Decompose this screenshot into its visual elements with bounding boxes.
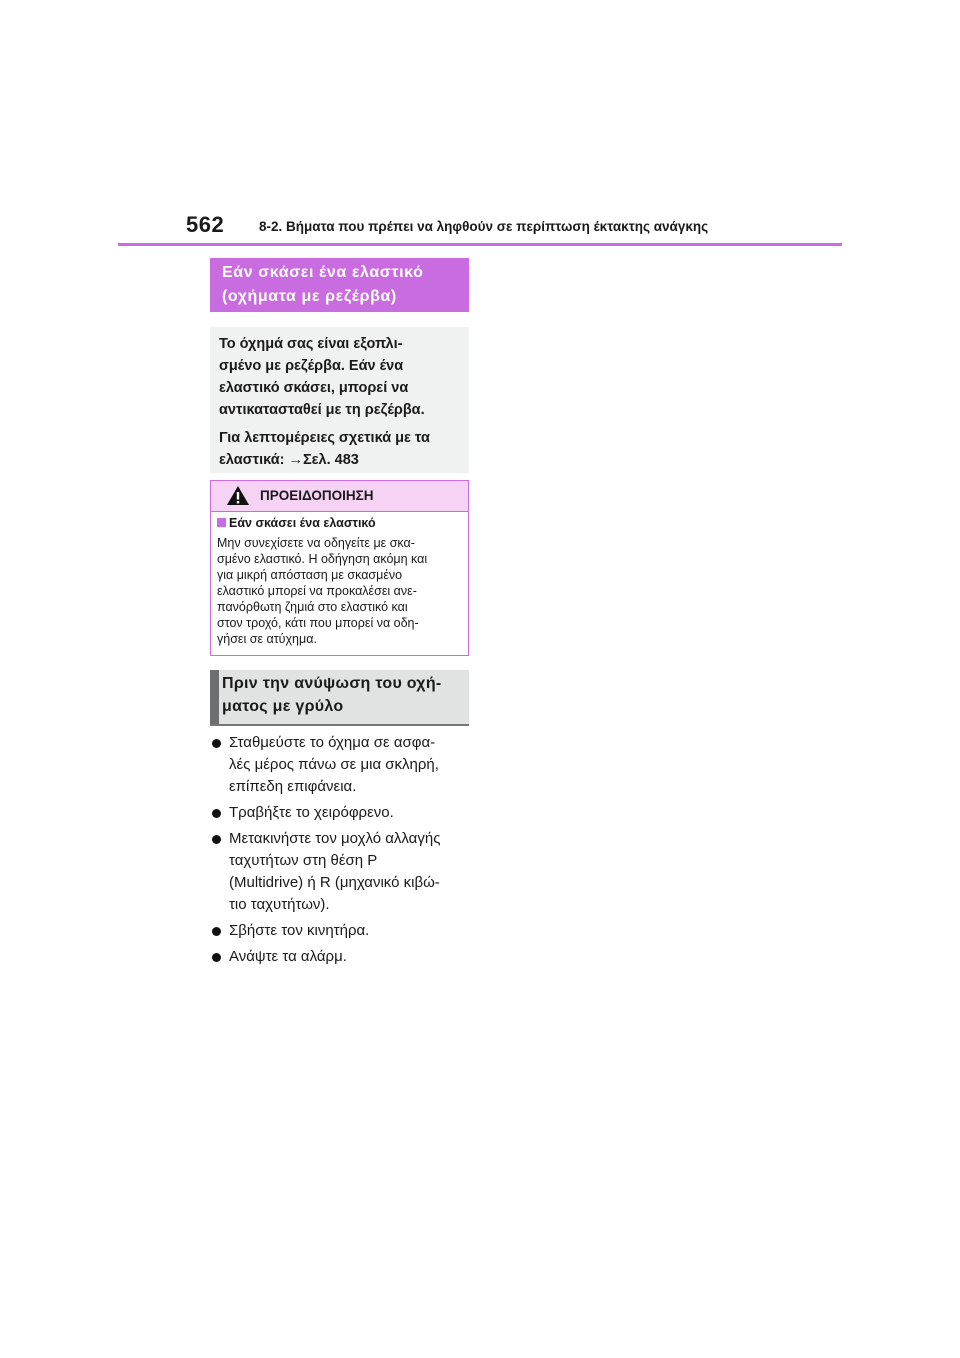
list-item [212,946,472,968]
warning-header [211,481,468,512]
step-line: επίπεδη επιφάνεια. [229,778,357,795]
square-bullet-icon [217,518,226,527]
section-heading-text [222,672,442,718]
warning-line: πανόρθωτη ζημιά στο ελαστικό και [217,600,408,614]
summary-line: ελαστικό σκάσει, μπορεί να [219,380,409,396]
summary-line: σμένο με ρεζέρβα. Εάν ένα [219,358,404,374]
section-heading-line-1: Πριν την ανύψωση του οχή- [222,675,442,692]
summary-line: Για λεπτομέρειες σχετικά με τα [219,430,430,446]
section-heading-line-1: Εάν σκάσει ένα ελαστικό [222,264,424,281]
step-line: ταχυτήτων στη θέση P [229,852,378,869]
bullet-dot-icon [212,835,221,844]
warning-box [210,480,469,656]
warning-line: για μικρή απόσταση με σκασμένο [217,568,403,582]
bullet-dot-icon [212,953,221,962]
list-item [212,732,472,798]
summary-box [210,327,469,473]
step-line: Τραβήξτε το χειρόφρενο. [229,804,394,821]
step-line: Σβήστε τον κινητήρα. [229,922,370,939]
step-line: (Multidrive) ή R (μηχανικό κιβώ- [229,874,440,891]
warning-line: ελαστικό μπορεί να προκαλέσει ανε- [217,584,417,598]
warning-title: ΠΡΟΕΙΔΟΠΟΙΗΣΗ [260,488,374,503]
step-list [212,732,472,972]
warning-line: Μην συνεχίσετε να οδηγείτε με σκα- [217,536,415,550]
header-rule [118,243,842,246]
section-heading-bar [210,670,219,724]
summary-line: Το όχημά σας είναι εξοπλι- [219,336,403,352]
step-line: Ανάψτε τα αλάρμ. [229,948,347,965]
summary-line: αντικατασταθεί με τη ρεζέρβα. [219,402,425,418]
section-heading-jacking [210,670,469,726]
section-heading-line-2: (οχήματα με ρεζέρβα) [222,288,397,305]
step-line: τιο ταχυτήτων). [229,896,330,913]
warning-line: γήσει σε ατύχημα. [217,632,317,646]
bullet-dot-icon [212,927,221,936]
step-line: Σταθμεύστε το όχημα σε ασφα- [229,734,436,751]
warning-subheading-text: Εάν σκάσει ένα ελαστικό [229,516,376,530]
step-line: λές μέρος πάνω σε μια σκληρή, [229,756,439,773]
list-item [212,828,472,916]
bullet-dot-icon [212,739,221,748]
header-title: 8-2. Βήματα που πρέπει να ληφθούν σε περίπτωση έκτακτης ανάγκης [259,219,709,234]
page-reference: ελαστικά: →Σελ. 483 [219,452,359,468]
warning-body [211,512,468,647]
list-item [212,802,472,824]
list-item [212,920,472,942]
page-number: 562 [186,212,225,237]
warning-line: σμένο ελαστικό. Η οδήγηση ακόμη και [217,552,428,566]
summary-paragraph-2 [219,427,461,471]
step-line: Μετακινήστε τον μοχλό αλλαγής [229,830,441,847]
warning-subheading [217,515,462,532]
warning-line: στον τροχό, κάτι που μπορεί να οδη- [217,616,419,630]
section-heading-flat-tire [210,258,469,312]
warning-triangle-icon [226,485,250,506]
section-heading-line-2: ματος με γρύλο [222,698,344,715]
summary-paragraph-1 [219,333,461,421]
bullet-dot-icon [212,809,221,818]
warning-text [217,535,462,647]
